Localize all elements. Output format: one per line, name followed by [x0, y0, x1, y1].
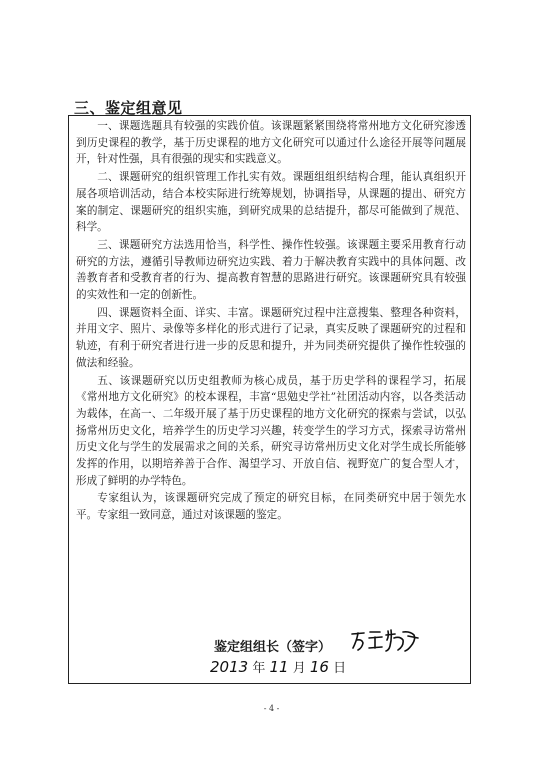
handwritten-signature	[348, 626, 423, 654]
date-month: 11	[269, 658, 289, 676]
opinion-paragraph-2: 二、课题研究的组织管理工作扎实有效。课题组组织结构合理，能认真组织开展各项培训活动，结合本校实际进行统筹规划，协调指导，从课题的提出、研究方案的制定、课题研究的组织实施，到研究成果的总结提升，都尽可能做到了规范、科学。	[76, 171, 466, 234]
section-title: 三、鉴定组意见	[74, 99, 183, 117]
opinion-paragraph-4: 四、课题资料全面、详实、丰富。课题研究过程中注意搜集、整理各种资料，并用文字、照片、录像等多样化的形式进行了记录，真实反映了课题研究的过程和轨迹，有利于研究者进行进一步的反思和提升，并为同类研究提供了操作性较强的做法和经验。	[76, 306, 466, 369]
opinion-paragraph-1: 一、课题选题具有较强的实践价值。该课题紧紧围绕将常州地方文化研究渗透到历史课程的教学，基于历史课程的地方文化研究可以通过什么途径开展等问题展开，针对性强，具有很强的现实和实践意义。	[76, 120, 466, 166]
signature-label: 鉴定组组长（签字）	[214, 640, 332, 655]
signature-date	[210, 657, 346, 676]
date-year: 2013	[210, 658, 249, 676]
opinion-paragraph-3: 三、课题研究方法选用恰当，科学性、操作性较强。该课题主要采用教育行动研究的方法，遵循引导教师边研究边实践、着力于解决教育实践中的具体问题、改善教育者和受教育者的行为、提高教育智慧的思路进行研究。该课题研究具有较强的实效性和一定的创新性。	[76, 238, 466, 302]
page-number: - 4 -	[263, 704, 280, 713]
opinion-paragraph-5: 五、该课题研究以历史组教师为核心成员，基于历史学科的课程学习，拓展《常州地方文化研究》的校本课程，丰富“思勉史学社”社团活动内容，以各类活动为载体，在高一、二年级开展了基于历史课程的地方文化研究的探索与尝试，以弘扬常州历史文化，培养学生的历史学习兴趣，转变学生的学习方式，探索寻访常州历史文化与学生的发展需求之间的关系，研究寻访常州历史文化对学生成长所能够发挥的作用，以期培养善于合作、渴望学习、开放自信、视野宽广的复合型人才，形成了鲜明的办学特色。	[76, 374, 466, 487]
opinion-paragraph-6: 专家组认为，该课题研究完成了预定的研究目标，在同类研究中居于领先水平。专家组一致同意，通过对该课题的鉴定。	[76, 492, 466, 522]
date-day-suffix: 日	[333, 661, 347, 676]
date-month-suffix: 月	[292, 661, 306, 676]
date-day: 16	[309, 658, 329, 676]
date-year-suffix: 年	[252, 661, 266, 676]
opinion-content	[76, 118, 466, 525]
